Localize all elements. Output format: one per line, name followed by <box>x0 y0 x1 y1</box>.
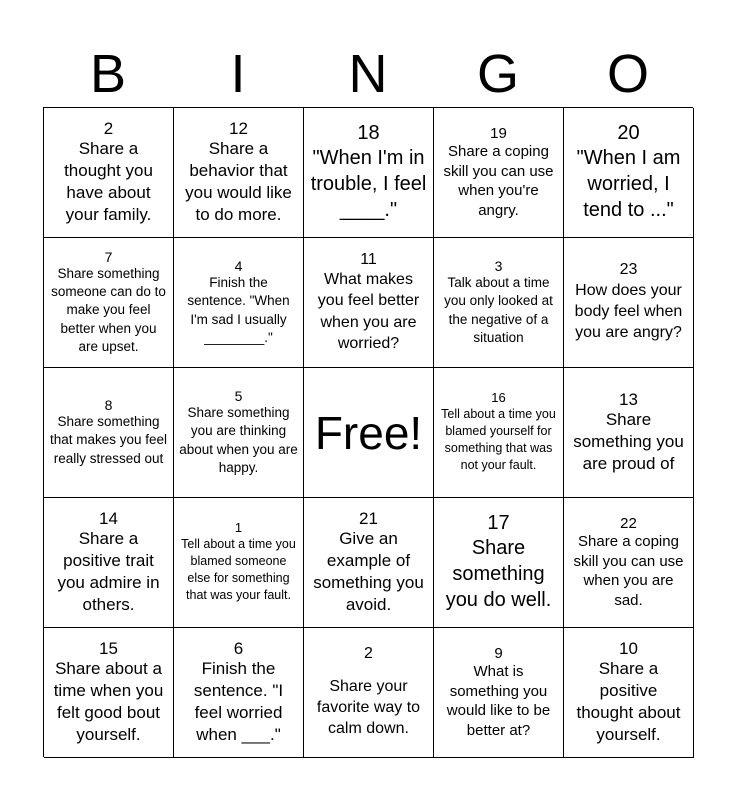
cell-number: 13 <box>619 389 638 409</box>
cell-number: 3 <box>494 258 503 275</box>
cell-number: 22 <box>620 514 637 532</box>
cell-number: 5 <box>234 388 243 405</box>
free-space-label: Free! <box>314 406 423 459</box>
cell-text: "When I'm in trouble, I feel ____." <box>310 147 427 221</box>
bingo-cell <box>434 108 564 238</box>
cell-text: Talk about a time you only looked at the negative of a situation <box>444 275 553 345</box>
header-letter-n: N <box>348 44 388 104</box>
cell-text: Share something someone can do to make you feel better when you are upset. <box>51 266 166 354</box>
cell-text: Finish the sentence. "When I'm sad I usually ________." <box>187 275 290 345</box>
header-letter-i: I <box>230 44 246 104</box>
bingo-cell <box>434 368 564 498</box>
cell-text: Share a coping skill you can use when you're angry. <box>443 143 554 219</box>
cell-text: Share something that makes you feel really stressed out <box>49 414 168 466</box>
bingo-board <box>43 107 693 757</box>
cell-number: 14 <box>99 508 118 528</box>
header-letter-b: B <box>89 44 127 104</box>
bingo-cell <box>44 108 174 238</box>
bingo-cell <box>564 498 694 628</box>
bingo-cell <box>174 498 304 628</box>
cell-number: 4 <box>234 258 243 275</box>
bingo-cell <box>304 498 434 628</box>
cell-text: "When I am worried, I tend to ..." <box>576 147 681 221</box>
cell-text: Share something you are thinking about when you are happy. <box>179 405 298 475</box>
cell-number: 11 <box>360 250 377 268</box>
cell-text: Share a positive trait you admire in others. <box>57 529 160 615</box>
cell-number: 20 <box>617 122 640 144</box>
bingo-cell <box>564 238 694 368</box>
cell-number: 8 <box>104 397 113 414</box>
cell-text: Tell about a time you blamed someone else for something that was your fault. <box>181 537 296 602</box>
cell-text: Share your favorite way to calm down. <box>316 677 421 738</box>
cell-text: Share a behavior that you would like to do more. <box>185 139 292 225</box>
cell-text: What makes you feel better when you are worried? <box>317 271 420 352</box>
cell-number: 6 <box>233 638 244 658</box>
cell-number: 21 <box>359 508 378 528</box>
bingo-cell <box>174 368 304 498</box>
cell-number: 17 <box>487 512 510 534</box>
free-cell <box>304 368 434 498</box>
bingo-cell <box>44 628 174 758</box>
cell-number: 19 <box>490 124 507 142</box>
cell-number: 12 <box>229 118 248 138</box>
cell-text: What is something you would like to be better at? <box>446 663 551 739</box>
cell-number: 15 <box>99 638 118 658</box>
bingo-cell <box>304 628 434 758</box>
cell-number: 2 <box>103 118 114 138</box>
bingo-cell <box>564 628 694 758</box>
cell-number: 2 <box>364 645 373 663</box>
bingo-cell <box>564 368 694 498</box>
cell-number: 10 <box>619 638 638 658</box>
cell-text: Share a coping skill you can use when you are sad. <box>573 533 684 609</box>
cell-text: Share something you do well. <box>445 537 552 611</box>
cell-number: 7 <box>104 248 113 265</box>
bingo-cell <box>174 108 304 238</box>
bingo-header <box>43 40 693 108</box>
cell-number: 18 <box>357 122 380 144</box>
cell-text: Share something you are proud of <box>573 410 684 474</box>
cell-number: 9 <box>494 644 503 662</box>
cell-text: Finish the sentence. "I feel worried when ___." <box>193 659 284 745</box>
cell-text: Tell about a time you blamed yourself for something that was not your fault. <box>441 407 556 472</box>
bingo-cell <box>434 498 564 628</box>
cell-number: 1 <box>234 520 243 536</box>
bingo-cell <box>44 238 174 368</box>
cell-text: Share a thought you have about your family. <box>64 139 153 225</box>
bingo-cell <box>564 108 694 238</box>
cell-number: 23 <box>619 261 638 279</box>
header-letter-g: G <box>476 44 519 104</box>
cell-text: Share about a time when you felt good bout yourself. <box>53 659 164 745</box>
cell-text: Share a positive thought about yourself. <box>576 659 681 745</box>
bingo-cell <box>174 628 304 758</box>
cell-text: How does your body feel when you are angry? <box>574 281 683 342</box>
bingo-cell <box>174 238 304 368</box>
bingo-cell <box>44 498 174 628</box>
bingo-cell <box>434 628 564 758</box>
cell-text: Give an example of something you avoid. <box>313 529 424 615</box>
bingo-cell <box>434 238 564 368</box>
bingo-cell <box>304 238 434 368</box>
header-letter-o: O <box>606 44 649 104</box>
bingo-cell <box>44 368 174 498</box>
bingo-cell <box>304 108 434 238</box>
cell-number: 16 <box>491 390 506 406</box>
